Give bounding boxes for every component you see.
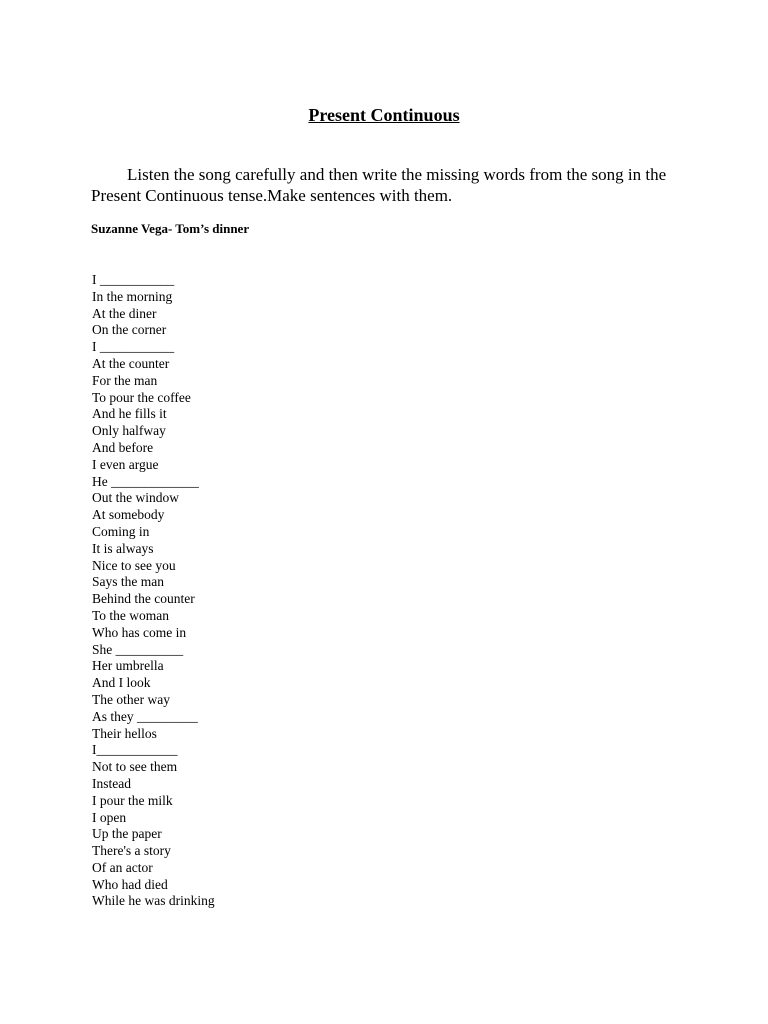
lyric-line: While he was drinking [92, 893, 215, 909]
lyric-line: I ___________ [92, 272, 175, 287]
lyric-line: She __________ [92, 641, 184, 657]
lyric-line: At the diner [92, 305, 157, 321]
lyric-line: And he fills it [92, 406, 167, 422]
lyric-line: Behind the counter [92, 591, 195, 607]
lyric-line: Says the man [92, 574, 164, 590]
lyric-line: On the corner [92, 322, 167, 338]
instructions-paragraph: Listen the song carefully and then write the missing words from the song in the Present Continuous tense.Make sentences with them. [91, 165, 667, 205]
lyric-line: Only halfway [92, 423, 166, 439]
lyric-line: As they _________ [92, 708, 198, 724]
lyric-line: Of an actor [92, 859, 153, 875]
lyric-line: I____________ [92, 742, 178, 758]
lyric-line: And I look [92, 675, 151, 691]
lyric-line: I even argue [92, 456, 159, 472]
lyrics-list [92, 272, 215, 910]
lyric-line: He _____________ [92, 473, 199, 489]
lyric-line: Who has come in [92, 624, 187, 640]
lyric-line: To pour the coffee [92, 389, 191, 405]
lyric-line: Who had died [92, 876, 168, 892]
lyric-line: Not to see them [92, 759, 178, 775]
lyric-line: For the man [92, 372, 158, 388]
lyric-line: I pour the milk [92, 792, 173, 808]
lyric-line: Nice to see you [92, 557, 176, 573]
lyric-line: It is always [92, 540, 154, 556]
lyric-line: And before [92, 439, 154, 455]
lyric-line: To the woman [92, 607, 170, 623]
lyric-line: At the counter [92, 355, 170, 371]
lyric-line: At somebody [92, 507, 165, 523]
lyric-line: Her umbrella [92, 658, 164, 674]
lyric-line: The other way [92, 691, 170, 707]
page-title: Present Continuous [308, 105, 460, 125]
lyric-line: Their hellos [92, 725, 157, 741]
lyric-line: Up the paper [92, 826, 162, 842]
lyric-line: I open [92, 809, 127, 825]
lyric-line: Coming in [92, 523, 150, 539]
song-title: Suzanne Vega- Tom’s dinner [91, 221, 250, 236]
lyric-line: Instead [92, 775, 131, 791]
lyric-line: There's a story [92, 843, 171, 859]
lyric-line: In the morning [92, 288, 173, 304]
lyric-line: I ___________ [92, 339, 175, 355]
lyric-line: Out the window [92, 490, 179, 506]
